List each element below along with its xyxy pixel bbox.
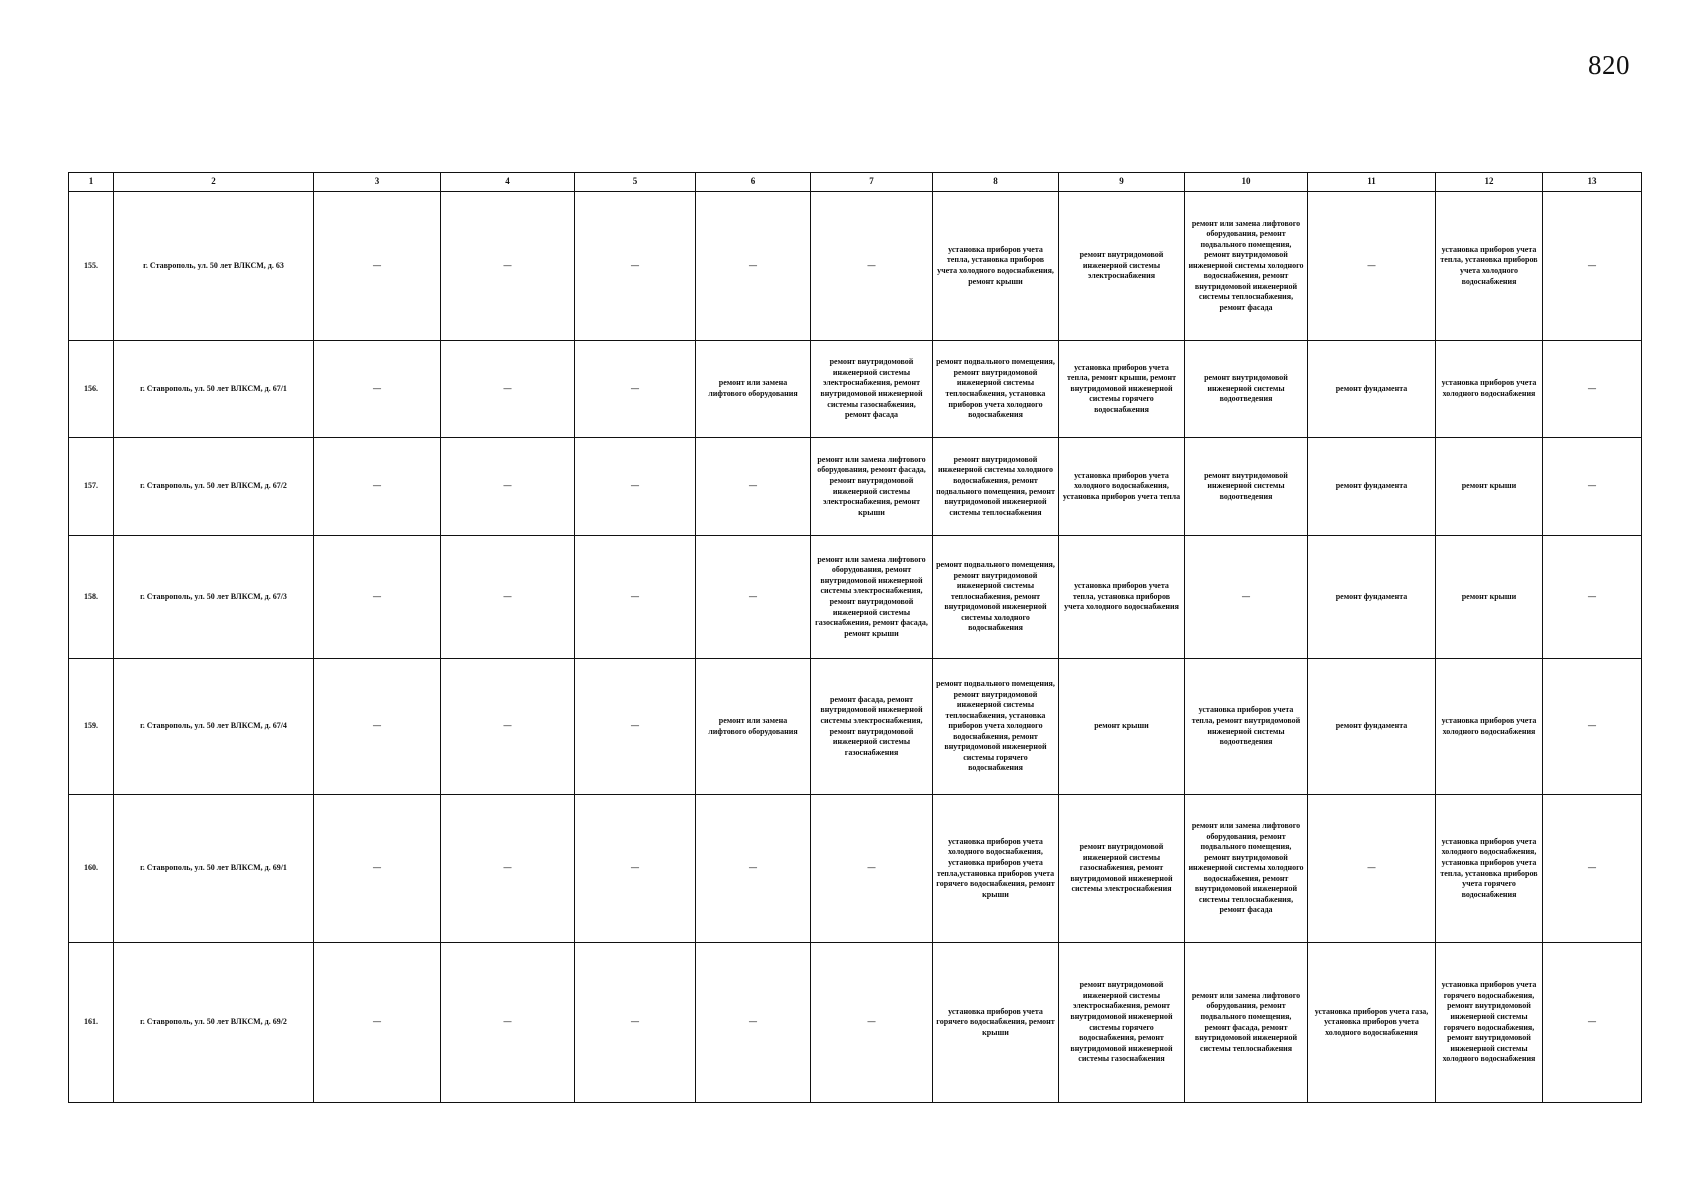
table-cell: установка приборов учета холодного водоснабжения [1436, 659, 1543, 795]
table-cell: — [1185, 536, 1308, 659]
table-cell: — [811, 943, 933, 1103]
row-number: 159. [69, 659, 114, 795]
table-cell: — [575, 659, 696, 795]
table-cell: ремонт или замена лифтового оборудования, ремонт подвального помещения, ремонт внутридомовой инженерной системы холодного водоснабжения, ремонт внутридомовой инженерной системы теплоснабжения, ремонт фасада [1185, 192, 1308, 341]
column-number: 5 [575, 173, 696, 192]
table-cell: — [1543, 536, 1642, 659]
table-cell: — [314, 192, 441, 341]
table-cell: — [575, 536, 696, 659]
table-cell: установка приборов учета холодного водоснабжения [1436, 341, 1543, 438]
address-cell: г. Ставрополь, ул. 50 лет ВЛКСМ, д. 69/1 [114, 795, 314, 943]
table-cell: установка приборов учета тепла, установка приборов учета холодного водоснабжения [1059, 536, 1185, 659]
column-number: 4 [441, 173, 575, 192]
table-cell: — [1308, 795, 1436, 943]
column-number: 10 [1185, 173, 1308, 192]
table-cell: — [811, 795, 933, 943]
table-cell: ремонт подвального помещения, ремонт внутридомовой инженерной системы теплоснабжения, установка приборов учета холодного водоснабжения, ремонт внутридомовой инженерной системы горячего водоснабжения [933, 659, 1059, 795]
table-cell: установка приборов учета горячего водоснабжения, ремонт крыши [933, 943, 1059, 1103]
table-cell: — [314, 943, 441, 1103]
column-number: 9 [1059, 173, 1185, 192]
table-cell: ремонт фасада, ремонт внутридомовой инженерной системы электроснабжения, ремонт внутридомовой инженерной системы газоснабжения [811, 659, 933, 795]
address-cell: г. Ставрополь, ул. 50 лет ВЛКСМ, д. 69/2 [114, 943, 314, 1103]
table-cell: — [696, 795, 811, 943]
table-cell: — [441, 795, 575, 943]
table-cell: установка приборов учета тепла, установка приборов учета холодного водоснабжения, ремонт крыши [933, 192, 1059, 341]
table-cell: ремонт или замена лифтового оборудования [696, 659, 811, 795]
table-cell: ремонт внутридомовой инженерной системы холодного водоснабжения, ремонт подвального помещения, ремонт внутридомовой инженерной системы теплоснабжения [933, 438, 1059, 536]
row-number: 156. [69, 341, 114, 438]
table-cell: — [441, 192, 575, 341]
table-cell: ремонт внутридомовой инженерной системы электроснабжения, ремонт внутридомовой инженерной системы газоснабжения, ремонт фасада [811, 341, 933, 438]
table-cell: — [1308, 192, 1436, 341]
column-number-row [69, 173, 1642, 192]
table-cell: установка приборов учета тепла, установка приборов учета холодного водоснабжения [1436, 192, 1543, 341]
table-cell: ремонт фундамента [1308, 341, 1436, 438]
table-cell: ремонт или замена лифтового оборудования, ремонт подвального помещения, ремонт внутридомовой инженерной системы холодного водоснабжения, ремонт внутридомовой инженерной системы теплоснабжения, ремонт фасада [1185, 795, 1308, 943]
table-row [69, 192, 1642, 341]
table-cell: ремонт фундамента [1308, 438, 1436, 536]
column-number: 13 [1543, 173, 1642, 192]
table-cell: установка приборов учета газа, установка приборов учета холодного водоснабжения [1308, 943, 1436, 1103]
table-cell: — [314, 795, 441, 943]
table-cell: — [1543, 192, 1642, 341]
table-cell: ремонт крыши [1436, 536, 1543, 659]
table-cell: — [575, 341, 696, 438]
address-cell: г. Ставрополь, ул. 50 лет ВЛКСМ, д. 67/4 [114, 659, 314, 795]
table-cell: ремонт внутридомовой инженерной системы электроснабжения, ремонт внутридомовой инженерной системы горячего водоснабжения, ремонт внутридомовой инженерной системы газоснабжения [1059, 943, 1185, 1103]
table-cell: — [1543, 341, 1642, 438]
table-cell: — [441, 943, 575, 1103]
table-cell: ремонт или замена лифтового оборудования [696, 341, 811, 438]
row-number: 161. [69, 943, 114, 1103]
table-cell: установка приборов учета тепла, ремонт крыши, ремонт внутридомовой инженерной системы горячего водоснабжения [1059, 341, 1185, 438]
column-number: 6 [696, 173, 811, 192]
column-number: 2 [114, 173, 314, 192]
column-number: 3 [314, 173, 441, 192]
table-cell: ремонт фундамента [1308, 659, 1436, 795]
table-cell: — [696, 438, 811, 536]
table-cell: ремонт или замена лифтового оборудования, ремонт внутридомовой инженерной системы электроснабжения, ремонт внутридомовой инженерной системы газоснабжения, ремонт фасада, ремонт крыши [811, 536, 933, 659]
table-cell: ремонт внутридомовой инженерной системы водоотведения [1185, 341, 1308, 438]
table-cell: — [441, 659, 575, 795]
table-cell: — [314, 438, 441, 536]
table-row [69, 943, 1642, 1103]
table-cell: — [441, 341, 575, 438]
table-cell: установка приборов учета холодного водоснабжения, установка приборов учета тепла,установка приборов учета горячего водоснабжения, ремонт крыши [933, 795, 1059, 943]
table-row [69, 659, 1642, 795]
row-number: 158. [69, 536, 114, 659]
table-cell: — [575, 438, 696, 536]
table-cell: — [811, 192, 933, 341]
table-cell: — [696, 536, 811, 659]
table-cell: — [575, 943, 696, 1103]
row-number: 157. [69, 438, 114, 536]
address-cell: г. Ставрополь, ул. 50 лет ВЛКСМ, д. 67/1 [114, 341, 314, 438]
table-row [69, 438, 1642, 536]
table-cell: — [314, 341, 441, 438]
address-cell: г. Ставрополь, ул. 50 лет ВЛКСМ, д. 67/3 [114, 536, 314, 659]
table-cell: ремонт внутридомовой инженерной системы водоотведения [1185, 438, 1308, 536]
table-cell: ремонт крыши [1059, 659, 1185, 795]
table-row [69, 795, 1642, 943]
table-row [69, 536, 1642, 659]
table-cell: — [575, 192, 696, 341]
table-cell: установка приборов учета тепла, ремонт внутридомовой инженерной системы водоотведения [1185, 659, 1308, 795]
table-cell: — [696, 943, 811, 1103]
table-cell: — [441, 438, 575, 536]
table-cell: — [575, 795, 696, 943]
table-cell: — [441, 536, 575, 659]
column-number: 8 [933, 173, 1059, 192]
column-number: 11 [1308, 173, 1436, 192]
table-cell: ремонт или замена лифтового оборудования, ремонт фасада, ремонт внутридомовой инженерной системы электроснабжения, ремонт крыши [811, 438, 933, 536]
table-cell: ремонт фундамента [1308, 536, 1436, 659]
table-cell: ремонт подвального помещения, ремонт внутридомовой инженерной системы теплоснабжения, ремонт внутридомовой инженерной системы холодного водоснабжения [933, 536, 1059, 659]
table-cell: ремонт внутридомовой инженерной системы электроснабжения [1059, 192, 1185, 341]
row-number: 160. [69, 795, 114, 943]
address-cell: г. Ставрополь, ул. 50 лет ВЛКСМ, д. 67/2 [114, 438, 314, 536]
address-cell: г. Ставрополь, ул. 50 лет ВЛКСМ, д. 63 [114, 192, 314, 341]
table-cell: — [1543, 943, 1642, 1103]
table-cell: — [696, 192, 811, 341]
table-cell: установка приборов учета горячего водоснабжения, ремонт внутридомовой инженерной системы горячего водоснабжения, ремонт внутридомовой инженерной системы холодного водоснабжения [1436, 943, 1543, 1103]
table-cell: ремонт подвального помещения, ремонт внутридомовой инженерной системы теплоснабжения, установка приборов учета холодного водоснабжения [933, 341, 1059, 438]
row-number: 155. [69, 192, 114, 341]
repair-schedule-table [68, 172, 1642, 1103]
table-cell: установка приборов учета холодного водоснабжения, установка приборов учета тепла, установка приборов учета горячего водоснабжения [1436, 795, 1543, 943]
page-number: 820 [1588, 50, 1630, 80]
table-cell: ремонт крыши [1436, 438, 1543, 536]
table-cell: — [1543, 795, 1642, 943]
table-row [69, 341, 1642, 438]
table-cell: — [1543, 438, 1642, 536]
table-cell: установка приборов учета холодного водоснабжения, установка приборов учета тепла [1059, 438, 1185, 536]
column-number: 7 [811, 173, 933, 192]
column-number: 12 [1436, 173, 1543, 192]
table-cell: — [314, 659, 441, 795]
table-cell: — [1543, 659, 1642, 795]
table-cell: ремонт внутридомовой инженерной системы газоснабжения, ремонт внутридомовой инженерной системы электроснабжения [1059, 795, 1185, 943]
table-cell: ремонт или замена лифтового оборудования, ремонт подвального помещения, ремонт фасада, ремонт внутридомовой инженерной системы теплоснабжения [1185, 943, 1308, 1103]
table-cell: — [314, 536, 441, 659]
column-number: 1 [69, 173, 114, 192]
